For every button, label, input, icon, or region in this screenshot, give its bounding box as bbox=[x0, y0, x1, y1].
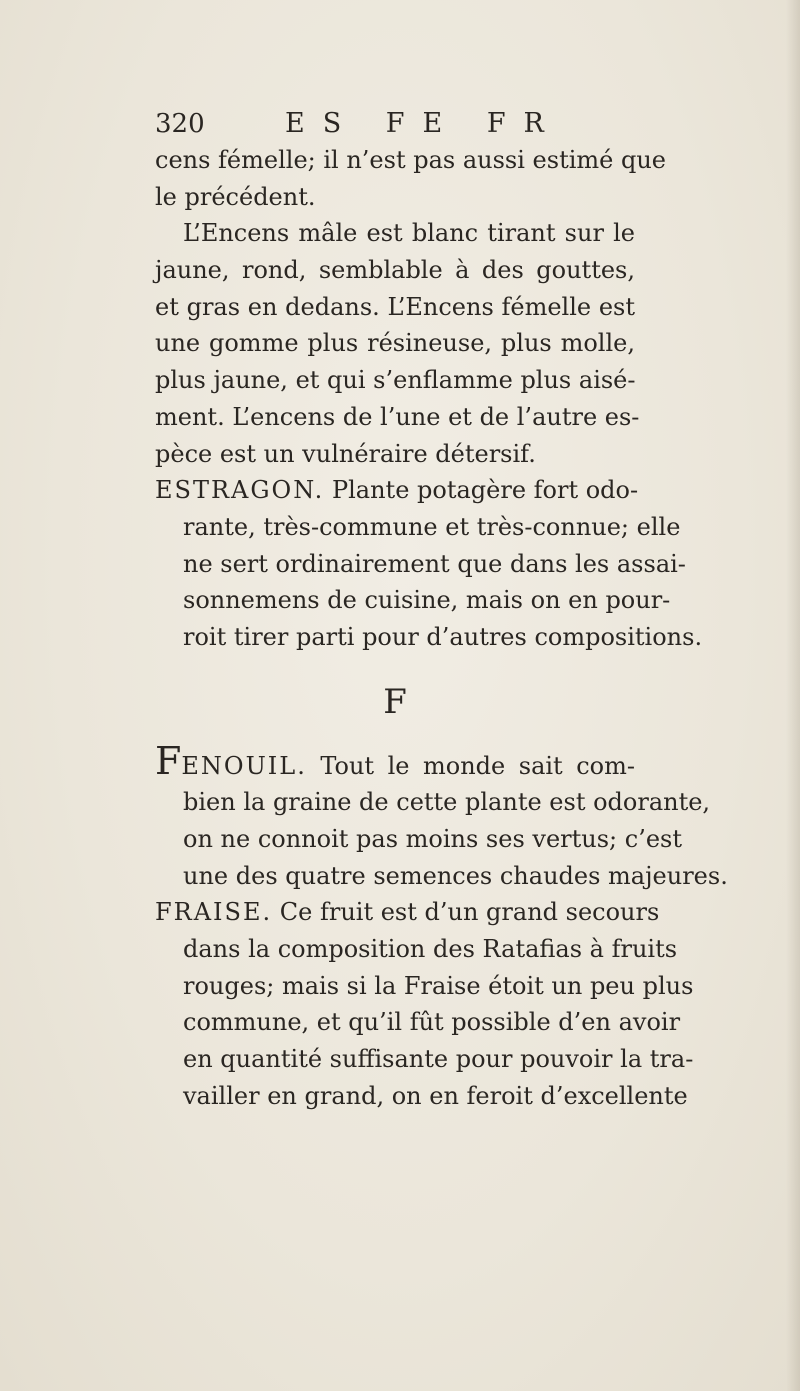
page-spine-shadow bbox=[786, 0, 800, 1391]
entry-term-fraise: FRAISE. bbox=[155, 898, 273, 927]
text-line: sonnemens de cuisine, mais on en pour- bbox=[183, 586, 671, 615]
section-letter: F bbox=[383, 681, 407, 722]
entry-fraise-first-line bbox=[155, 894, 660, 931]
running-head: ES FE FR bbox=[285, 108, 562, 139]
text-line: bien la graine de cette plante est odorante, bbox=[183, 788, 711, 817]
text-line: L’Encens mâle est blanc tirant sur le bbox=[183, 219, 635, 248]
entry-term-estragon: ESTRAGON. bbox=[155, 476, 325, 505]
text-line: jaune, rond, semblable à des gouttes, bbox=[155, 256, 635, 285]
text-line: le précédent. bbox=[155, 182, 316, 211]
text-line: on ne connoit pas moins ses vertus; c’est bbox=[183, 825, 682, 853]
text-line: dans la composition des Ratafias à fruits bbox=[183, 935, 678, 964]
text-line: une des quatre semences chaudes majeures. bbox=[183, 861, 728, 890]
text-line: en quantité suffisante pour pouvoir la tra- bbox=[183, 1045, 694, 1074]
entry-estragon-first-line bbox=[155, 472, 639, 509]
text-line: pèce est un vulnéraire détersif. bbox=[155, 439, 536, 468]
entry-term-fenouil: ENOUIL. bbox=[181, 751, 307, 780]
text-line: vailler en grand, on en feroit d’excellente bbox=[183, 1081, 688, 1110]
text-line: ment. L’encens de l’une et de l’autre es- bbox=[155, 402, 640, 431]
text-fragment: Ce fruit est d’un grand secours bbox=[279, 898, 660, 927]
text-line: commune, et qu’il fût possible d’en avoir bbox=[183, 1008, 681, 1037]
drop-cap: F bbox=[155, 738, 182, 783]
text-line: rouges; mais si la Fraise étoit un peu plus bbox=[183, 971, 694, 1000]
text-line: plus jaune, et qui s’enflamme plus aisé- bbox=[155, 366, 636, 395]
text-line: cens fémelle; il n’est pas aussi estimé que bbox=[155, 146, 666, 174]
page-header bbox=[155, 104, 635, 144]
page-number: 320 bbox=[155, 109, 205, 139]
text-line: ne sert ordinairement que dans les assai- bbox=[183, 549, 686, 578]
entry-fenouil-first-line bbox=[155, 738, 635, 785]
body-text bbox=[155, 142, 728, 1115]
text-line: et gras en dedans. L’Encens fémelle est bbox=[155, 292, 635, 321]
text-fragment: Tout le monde sait com- bbox=[320, 751, 635, 780]
text-fragment: Plante potagère fort odo- bbox=[331, 476, 639, 505]
text-line: roit tirer parti pour d’autres compositions. bbox=[183, 622, 703, 651]
text-line: une gomme plus résineuse, plus molle, bbox=[155, 329, 635, 358]
text-line: rante, très-commune et très-connue; elle bbox=[183, 512, 681, 541]
